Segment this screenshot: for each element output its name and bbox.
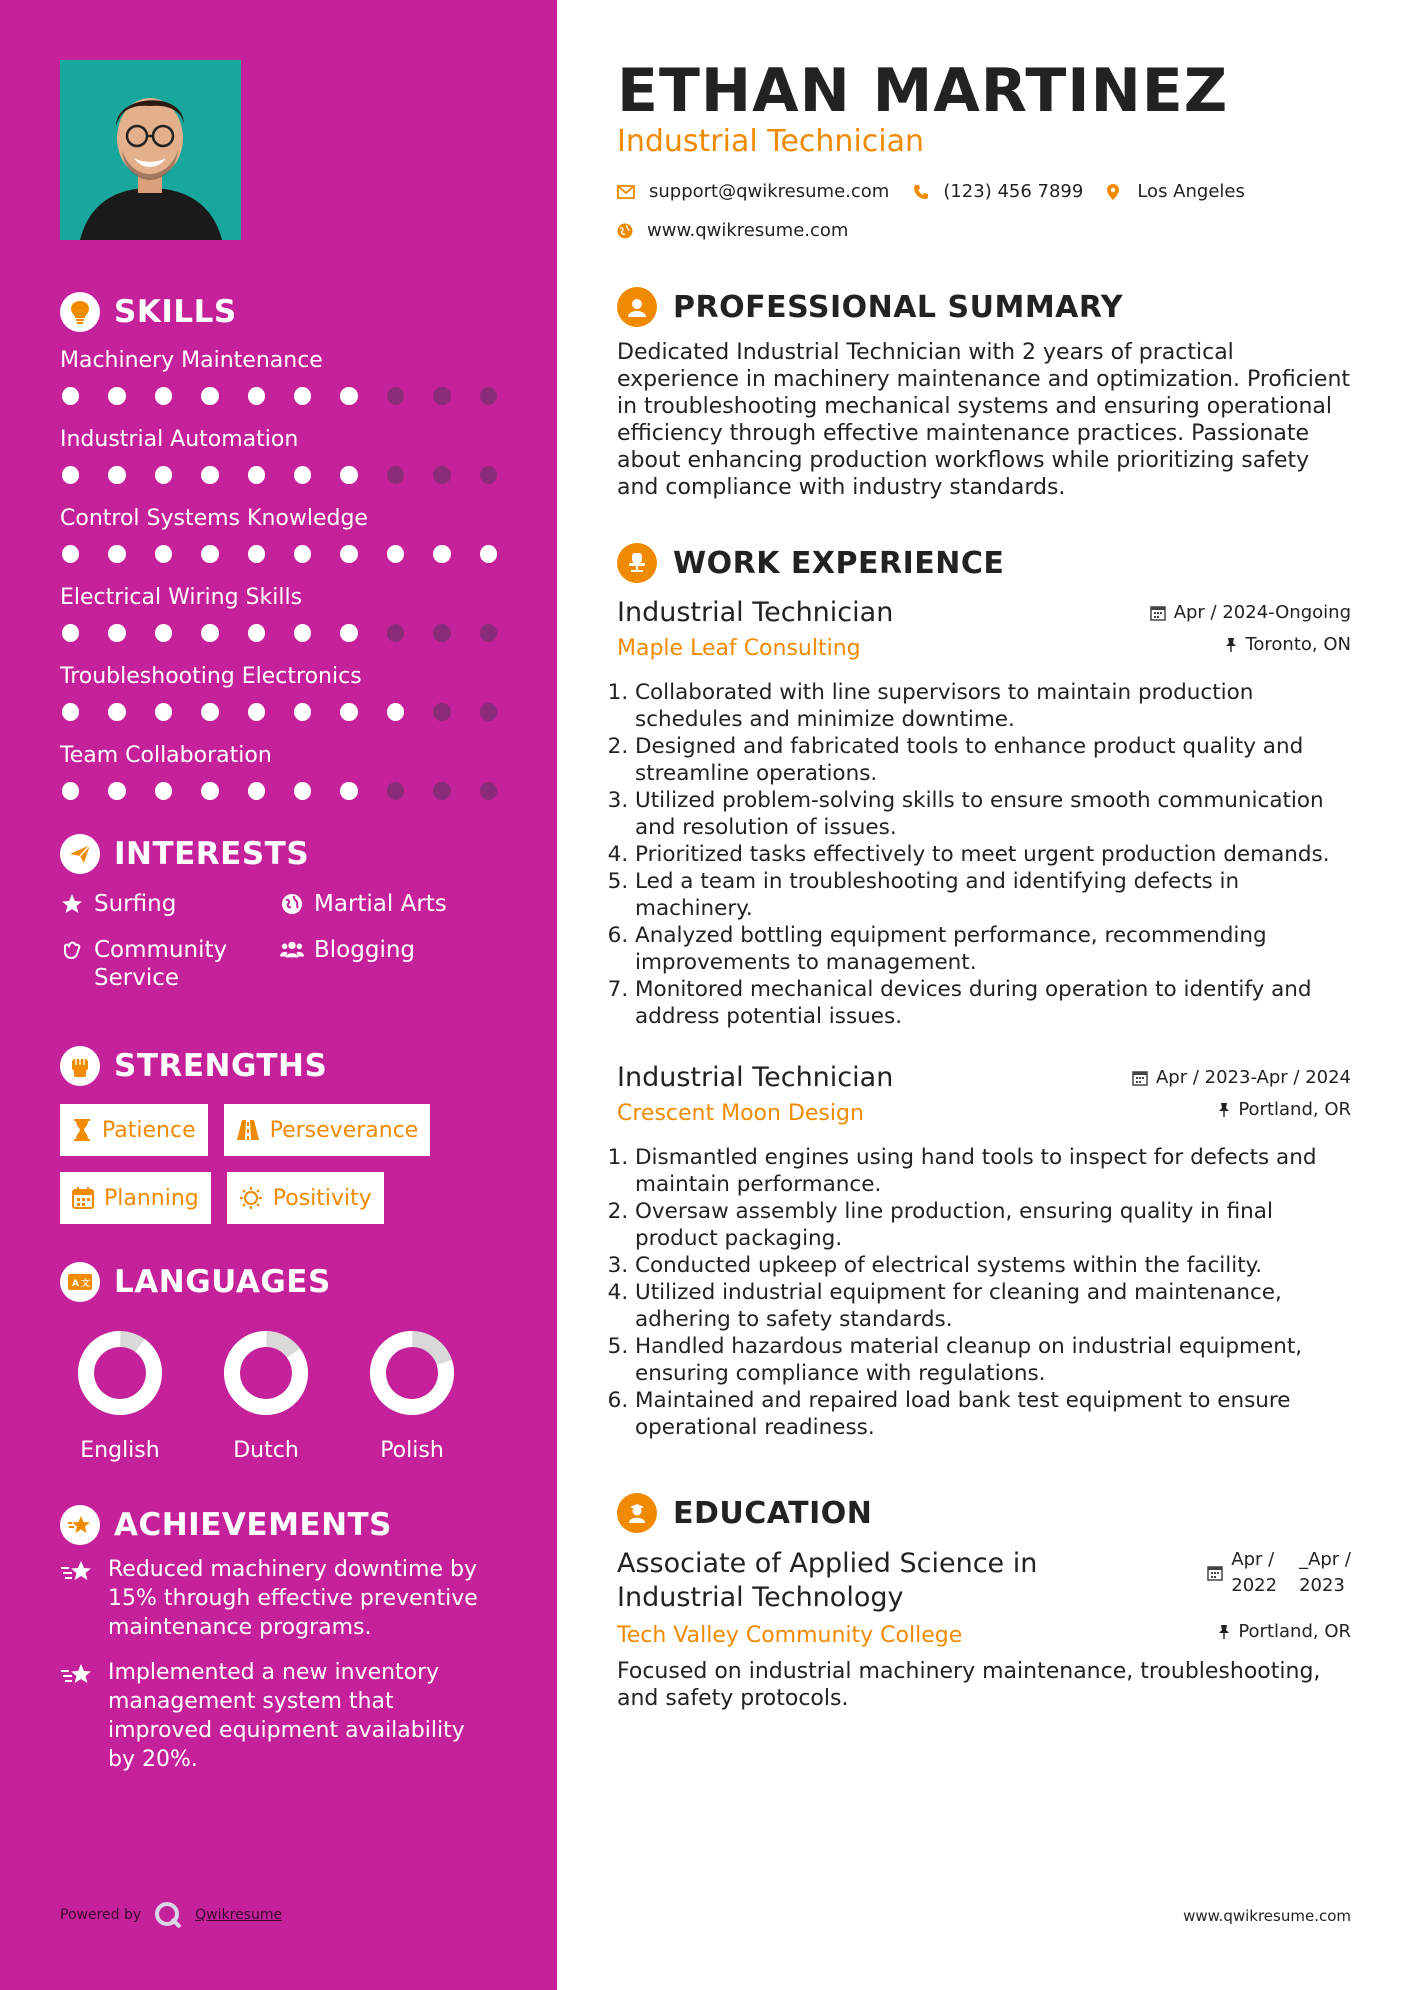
interest-label: Martial Arts [314, 891, 447, 917]
education-section [617, 1493, 1351, 1712]
language-item [224, 1330, 308, 1463]
phone-text: (123) 456 7899 [943, 181, 1084, 202]
strengths-heading-text: STRENGTHS [114, 1048, 328, 1084]
job-bullet: 2. Designed and fabricated tools to enhance product quality and streamline operations. [635, 733, 1351, 787]
interest-item [280, 936, 500, 992]
office-chair-icon [617, 543, 657, 583]
website-text: www.qwikresume.com [647, 220, 849, 241]
pushpin-icon [1225, 637, 1237, 653]
job-entry [617, 1062, 1351, 1441]
hand-icon [60, 938, 84, 962]
rating-dot-empty [433, 624, 450, 642]
company-name: Crescent Moon Design [617, 1101, 864, 1126]
degree-title: Associate of Applied Science in Industrial Technology [617, 1548, 1038, 1613]
skill-name: Industrial Automation [60, 427, 299, 452]
education-heading-text: EDUCATION [673, 1495, 873, 1531]
interest-item [60, 890, 280, 918]
interests-heading [60, 834, 497, 874]
rating-dot-filled [340, 545, 357, 563]
strengths-list [60, 1104, 490, 1224]
strength-label: Patience [102, 1117, 196, 1143]
languages-heading-text: LANGUAGES [114, 1264, 331, 1300]
rating-dot-filled [201, 782, 218, 800]
rating-dot-empty [387, 624, 404, 642]
strength-badge [60, 1104, 208, 1156]
footer-website-link[interactable]: www.qwikresume.com [1183, 1907, 1351, 1925]
qwikresume-logo-icon [153, 1900, 183, 1930]
job-location-text: Portland, OR [1238, 1099, 1351, 1120]
globe-icon [617, 223, 633, 239]
achievements-heading-text: ACHIEVEMENTS [114, 1507, 393, 1543]
job-bullets [617, 679, 1351, 1030]
skills-heading-text: SKILLS [114, 294, 237, 330]
contact-row-2 [617, 220, 1351, 241]
strength-label: Planning [104, 1185, 199, 1211]
job-title: Industrial Technician [617, 1062, 894, 1093]
rating-dot-empty [387, 782, 404, 800]
rating-dot-empty [433, 466, 450, 484]
job-bullet: 6. Analyzed bottling equipment performance, recommending improvements to management. [635, 922, 1351, 976]
rating-dot-filled [201, 466, 218, 484]
strength-badge [224, 1104, 431, 1156]
summary-section [617, 287, 1351, 501]
company-name: Maple Leaf Consulting [617, 636, 861, 661]
interest-label: Blogging [314, 937, 416, 963]
interest-label: Surfing [94, 891, 177, 917]
rating-dot-filled [108, 703, 125, 721]
job-location [1225, 634, 1351, 655]
language-proficiency-donut [223, 1330, 309, 1416]
education-location [1218, 1621, 1351, 1642]
rating-dot-filled [433, 545, 450, 563]
envelope-icon [617, 185, 635, 199]
road-icon [236, 1119, 260, 1141]
rating-dot-empty [387, 466, 404, 484]
rating-dot-filled [155, 545, 172, 563]
summary-heading-text: PROFESSIONAL SUMMARY [673, 289, 1124, 325]
achievements-section [60, 1505, 497, 1774]
languages-heading [60, 1262, 497, 1302]
rating-dot-filled [248, 545, 265, 563]
interests-heading-text: INTERESTS [114, 836, 310, 872]
phone-icon [913, 184, 929, 200]
svg-text:文: 文 [81, 1279, 91, 1289]
rating-dot-filled [62, 624, 79, 642]
job-bullet: 1. Dismantled engines using hand tools to inspect for defects and maintain performance. [635, 1144, 1351, 1198]
language-label: Dutch [233, 1438, 299, 1463]
skill-rating [62, 545, 497, 563]
qwikresume-link[interactable]: Qwikresume [195, 1907, 283, 1923]
job-bullet: 3. Utilized problem-solving skills to ensure smooth communication and resolution of issues. [635, 787, 1351, 841]
skill-rating [62, 387, 497, 405]
summary-text: Dedicated Industrial Technician with 2 years of practical experience in machinery maintenance and optimization. Proficient in troubleshooting mechanical systems and ensuring operational efficiency through effective maintenance practices. Passionate about enhancing production workflows while prioritizing safety and compliance with industry standards. [617, 340, 1351, 500]
language-proficiency-donut [77, 1330, 163, 1416]
paper-plane-icon [60, 834, 100, 874]
rating-dot-empty [433, 782, 450, 800]
rating-dot-filled [155, 387, 172, 405]
strength-badge [227, 1172, 384, 1224]
achievement-text: Reduced machinery downtime by 15% through effective preventive maintenance programs. [108, 1557, 478, 1640]
rating-dot-filled [62, 387, 79, 405]
rating-dot-filled [340, 624, 357, 642]
school-name: Tech Valley Community College [617, 1623, 963, 1648]
rating-dot-filled [155, 466, 172, 484]
skill-rating [62, 624, 497, 642]
sun-icon [239, 1186, 263, 1210]
graduate-icon [617, 1493, 657, 1533]
achievement-item [60, 1555, 497, 1642]
education-start-month: Apr / [1231, 1549, 1275, 1570]
rating-dot-filled [248, 782, 265, 800]
rating-dot-filled [155, 624, 172, 642]
skills-section [60, 292, 497, 800]
experience-heading [617, 543, 1351, 583]
interest-label: Community Service [94, 937, 228, 991]
rating-dot-filled [248, 466, 265, 484]
contact-location [1107, 181, 1245, 202]
strengths-section [60, 1046, 497, 1224]
rating-dot-filled [387, 545, 404, 563]
rating-dot-empty [480, 466, 497, 484]
skill-name: Troubleshooting Electronics [60, 664, 362, 689]
rating-dot-filled [62, 782, 79, 800]
donut-fill [223, 1330, 309, 1416]
rating-dot-filled [294, 624, 311, 642]
calendar-icon [1132, 1070, 1148, 1086]
job-dates [1132, 1067, 1351, 1088]
skills-list [60, 348, 497, 800]
donut-fill [77, 1330, 163, 1416]
calendar-icon [1150, 605, 1166, 621]
job-title: Industrial Technician [617, 597, 894, 628]
language-item [370, 1330, 454, 1463]
user-icon [617, 287, 657, 327]
rating-dot-filled [108, 545, 125, 563]
education-dates [1207, 1547, 1351, 1599]
shooting-star-icon [60, 1559, 94, 1585]
job-dates-text: Apr / 2023-Apr / 2024 [1155, 1067, 1351, 1088]
job-bullet: 5. Handled hazardous material cleanup on industrial equipment, ensuring compliance with regulations. [635, 1333, 1351, 1387]
rating-dot-filled [108, 782, 125, 800]
job-dates-text: Apr / 2024-Ongoing [1173, 602, 1351, 623]
rating-dot-empty [480, 624, 497, 642]
rating-dot-filled [155, 703, 172, 721]
rating-dot-filled [294, 703, 311, 721]
interests-list [60, 890, 497, 992]
job-bullet: 6. Maintained and repaired load bank test equipment to ensure operational readiness. [635, 1387, 1351, 1441]
rating-dot-empty [433, 387, 450, 405]
skills-heading [60, 292, 497, 332]
job-bullet: 2. Oversaw assembly line production, ensuring quality in final product packaging. [635, 1198, 1351, 1252]
globe-icon [280, 892, 304, 916]
language-label: English [80, 1438, 160, 1463]
rating-dot-filled [155, 782, 172, 800]
strength-label: Perseverance [269, 1117, 419, 1143]
powered-by [60, 1900, 282, 1930]
languages-section [60, 1262, 497, 1463]
education-end-month: _Apr / [1299, 1549, 1351, 1570]
education-heading [617, 1493, 1351, 1533]
rating-dot-filled [248, 624, 265, 642]
education-location-text: Portland, OR [1238, 1621, 1351, 1642]
donut-fill [369, 1330, 455, 1416]
powered-by-prefix: Powered by [60, 1907, 142, 1923]
job-bullets [617, 1144, 1351, 1441]
rating-dot-filled [248, 387, 265, 405]
rating-dot-filled [108, 624, 125, 642]
rating-dot-filled [294, 782, 311, 800]
location-text: Los Angeles [1137, 181, 1245, 202]
rating-dot-filled [62, 466, 79, 484]
skill-rating [62, 703, 497, 721]
education-end-year: 2023 [1299, 1575, 1345, 1596]
contact-phone[interactable] [913, 181, 1083, 202]
strength-label: Positivity [272, 1185, 372, 1211]
rating-dot-filled [201, 703, 218, 721]
interest-item [60, 936, 280, 992]
contact-website[interactable] [617, 220, 848, 241]
rating-dot-filled [340, 387, 357, 405]
education-start-year: 2022 [1231, 1575, 1278, 1596]
shooting-star-icon [60, 1662, 94, 1688]
job-bullet: 1. Collaborated with line supervisors to maintain production schedules and minimize downtime. [635, 679, 1351, 733]
pushpin-icon [1218, 1102, 1230, 1118]
rating-dot-filled [294, 466, 311, 484]
job-location-text: Toronto, ON [1245, 634, 1351, 655]
summary-heading [617, 287, 1351, 327]
rating-dot-filled [201, 624, 218, 642]
rating-dot-empty [387, 387, 404, 405]
rating-dot-filled [387, 703, 404, 721]
rating-dot-filled [62, 545, 79, 563]
email-text: support@qwikresume.com [649, 181, 890, 202]
language-proficiency-donut [369, 1330, 455, 1416]
education-description: Focused on industrial machinery maintenance, troubleshooting, and safety protocols. [617, 1659, 1321, 1711]
rating-dot-filled [201, 545, 218, 563]
interest-item [280, 890, 500, 918]
strengths-heading [60, 1046, 497, 1086]
rating-dot-filled [108, 387, 125, 405]
skill-name: Control Systems Knowledge [60, 506, 368, 531]
map-pin-icon [1107, 184, 1119, 200]
job-bullet: 5. Led a team in troubleshooting and identifying defects in machinery. [635, 868, 1351, 922]
job-bullet: 4. Utilized industrial equipment for cleaning and maintenance, adhering to safety standards. [635, 1279, 1351, 1333]
rating-dot-empty [433, 703, 450, 721]
education-entry [617, 1547, 1351, 1712]
job-bullet: 4. Prioritized tasks effectively to meet urgent production demands. [635, 841, 1351, 868]
rating-dot-filled [340, 466, 357, 484]
users-icon [280, 938, 304, 962]
rating-dot-filled [294, 545, 311, 563]
job-location [1218, 1099, 1351, 1120]
experience-heading-text: WORK EXPERIENCE [673, 545, 1005, 581]
rating-dot-empty [480, 387, 497, 405]
skill-name: Team Collaboration [60, 743, 272, 768]
profile-photo-illustration [60, 60, 241, 240]
candidate-name: ETHAN MARTINEZ [617, 56, 1229, 126]
job-bullet: 3. Conducted upkeep of electrical systems within the facility. [635, 1252, 1351, 1279]
rating-dot-empty [480, 782, 497, 800]
candidate-title: Industrial Technician [617, 124, 925, 159]
lightbulb-icon [60, 292, 100, 332]
achievement-text: Implemented a new inventory management system that improved equipment availability by 20%. [108, 1660, 465, 1772]
languages-list [60, 1330, 497, 1463]
main-content [557, 0, 1407, 1990]
rating-dot-filled [340, 782, 357, 800]
rating-dot-filled [294, 387, 311, 405]
hourglass-icon [72, 1118, 92, 1142]
rating-dot-filled [340, 703, 357, 721]
pushpin-icon [1218, 1624, 1230, 1640]
svg-text:A: A [72, 1279, 80, 1289]
contact-row [617, 181, 1351, 202]
language-item [78, 1330, 162, 1463]
skill-name: Electrical Wiring Skills [60, 585, 303, 610]
strength-badge [60, 1172, 211, 1224]
star-icon [60, 892, 84, 916]
calendar-icon [1207, 1565, 1223, 1581]
job-entry [617, 597, 1351, 1030]
language-label: Polish [380, 1438, 444, 1463]
rating-dot-filled [248, 703, 265, 721]
contact-email[interactable] [617, 181, 889, 202]
achievements-heading [60, 1505, 497, 1545]
sidebar [0, 0, 557, 1990]
fist-icon [60, 1046, 100, 1086]
skill-rating [62, 466, 497, 484]
rating-dot-filled [108, 466, 125, 484]
job-bullet: 7. Monitored mechanical devices during operation to identify and address potential issues. [635, 976, 1351, 1030]
job-dates [1150, 602, 1351, 623]
rating-dot-filled [201, 387, 218, 405]
rating-dot-filled [480, 545, 497, 563]
profile-photo [60, 60, 241, 240]
trophy-star-icon [60, 1505, 100, 1545]
rating-dot-empty [480, 703, 497, 721]
translate-icon [60, 1262, 100, 1302]
rating-dot-filled [62, 703, 79, 721]
skill-name: Machinery Maintenance [60, 348, 323, 373]
experience-section [617, 543, 1351, 1441]
interests-section [60, 834, 497, 992]
skill-rating [62, 782, 497, 800]
calendar-icon [72, 1187, 94, 1209]
achievement-item [60, 1658, 497, 1774]
